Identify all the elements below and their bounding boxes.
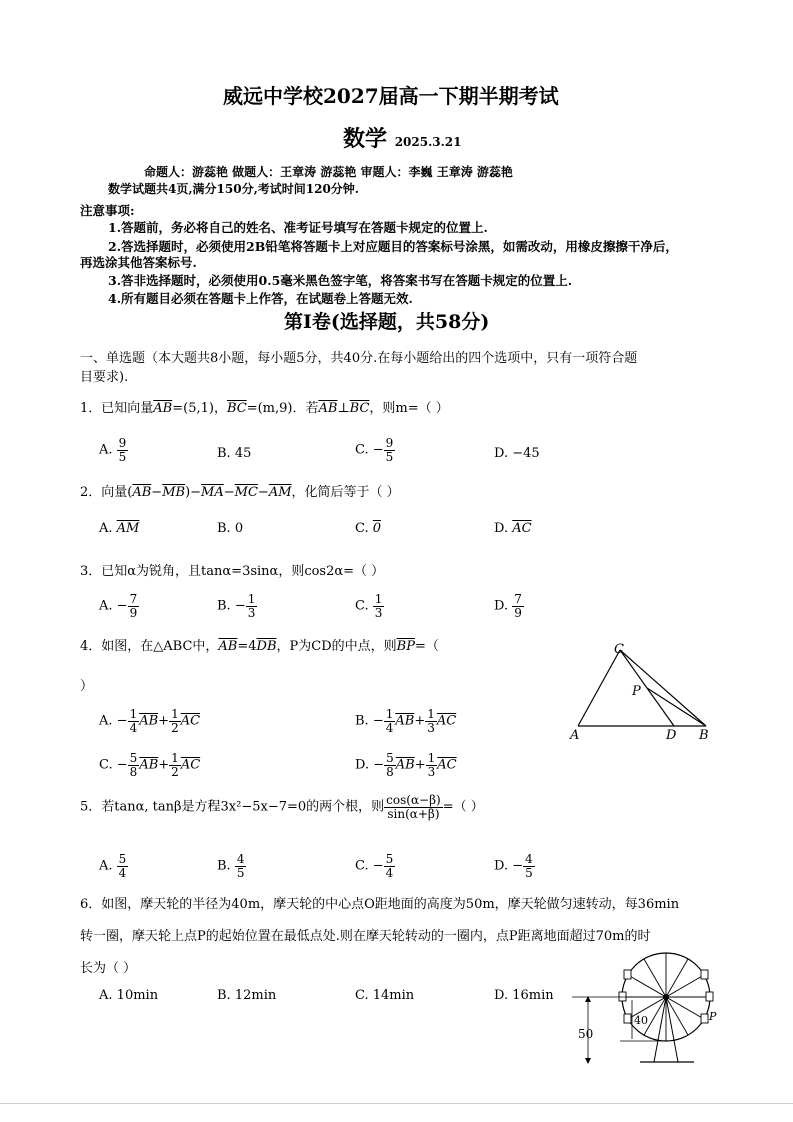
arrow-down-icon bbox=[585, 1058, 591, 1064]
q4-option-d: D. − $\frac{5}{8}$ $\overline{AB}+$ $\frac{1}{3}$ $\overline{AC}$ bbox=[355, 751, 457, 779]
exam-date: 2025.3.21 bbox=[394, 135, 462, 149]
q2-option-a: A. $\overline{AM}$ bbox=[99, 521, 140, 536]
point-p-label: P bbox=[709, 1010, 717, 1023]
q6-option-a: A. 10min bbox=[99, 988, 159, 1003]
question-6-stem: 6．如图，摩天轮的半径为40m，摩天轮的中心点O距地面的高度为50m，摩天轮做匀速转动，每36min bbox=[80, 897, 680, 912]
q1-option-d: D. −45 bbox=[494, 446, 540, 461]
question-3-stem: 3．已知α为锐角，且tanα=3sinα，则cos2α=（ ） bbox=[80, 564, 385, 579]
radius-label: 40 bbox=[634, 1014, 648, 1027]
ferris-wheel-figure bbox=[570, 950, 730, 1072]
question-1-stem: 1．已知向量$\overline{AB}=(5,1)$，$\overline{BC}=(m,9)$．若$\overline{AB}\perp\overline{BC}$，则m=（ ） bbox=[80, 401, 449, 416]
segment-pb bbox=[647, 688, 706, 726]
q1-option-c: C. − $\frac{9}{5}$ bbox=[355, 436, 394, 464]
subject-name: 数学 bbox=[343, 126, 388, 152]
section-title: 第Ⅰ卷(选择题，共58分) bbox=[284, 311, 490, 333]
label-b: B bbox=[699, 728, 709, 742]
q4-option-c: C. − $\frac{5}{8}$ $\overline{AB}+$ $\frac{1}{2}$ $\overline{AC}$ bbox=[99, 751, 201, 779]
q3-option-b: B. − $\frac{1}{3}$ bbox=[217, 592, 256, 620]
q6-option-c: C. 14min bbox=[355, 988, 415, 1003]
question-4-stem-cont: ） bbox=[80, 679, 94, 694]
notes-title: 注意事项: bbox=[80, 203, 135, 218]
note-item: 2.答选择题时，必须使用2B铅笔将答题卡上对应题目的答案标号涂黑，如需改动，用橡皮擦擦干净后， bbox=[108, 239, 678, 254]
q5-option-c: C. − $\frac{5}{4}$ bbox=[355, 852, 394, 880]
q1-option-a: A. $\frac{9}{5}$ bbox=[99, 436, 127, 464]
q3-option-c: C. $\frac{1}{3}$ bbox=[355, 592, 383, 620]
page-divider bbox=[0, 1103, 793, 1104]
height-label: 50 bbox=[578, 1027, 594, 1041]
label-a: A bbox=[570, 728, 580, 742]
triangle-figure bbox=[568, 640, 718, 742]
side-ac bbox=[578, 650, 620, 726]
note-item: 1.答题前，务必将自己的姓名、准考证号填写在答题卡规定的位置上. bbox=[108, 220, 488, 235]
q6-option-b: B. 12min bbox=[217, 988, 277, 1003]
part-instructions: 一、单选题（本大题共8小题，每小题5分，共40分.在每小题给出的四个选项中，只有一项符合题 bbox=[80, 351, 638, 366]
label-p: P bbox=[632, 684, 641, 699]
label-d: D bbox=[666, 728, 677, 742]
q3-option-a: A. − $\frac{7}{9}$ bbox=[99, 592, 138, 620]
note-item: 再选涂其他答案标号. bbox=[80, 255, 197, 270]
q4-option-b: B. − $\frac{1}{4}$ $\overline{AB}+$ $\frac{1}{3}$ $\overline{AC}$ bbox=[355, 707, 457, 735]
q1-option-b: B. 45 bbox=[217, 446, 252, 461]
part-instructions-cont: 目要求). bbox=[80, 370, 129, 385]
label-c: C bbox=[614, 642, 624, 657]
question-4-stem: 4．如图，在△ABC中，$\overline{AB}=4\overline{DB}$，P为CD的中点，则$\overline{BP}=$（ bbox=[80, 639, 439, 654]
note-item: 3.答非选择题时，必须使用0.5毫米黑色签字笔，将答案书写在答题卡规定的位置上. bbox=[108, 273, 573, 288]
question-2-stem: 2．向量$(\overline{AB}-\overline{MB})-\overline{MA}-\overline{MC}-\overline{AM}$，化简后等于（ ） bbox=[80, 485, 400, 500]
note-item: 4.所有题目必须在答题卡上作答，在试题卷上答题无效. bbox=[108, 291, 413, 306]
q2-option-c: C. 0 bbox=[355, 521, 382, 536]
q5-option-d: D. − $\frac{4}{5}$ bbox=[494, 852, 533, 880]
q3-option-d: D. $\frac{7}{9}$ bbox=[494, 592, 522, 620]
question-6-stem-cont2: 长为（ ） bbox=[80, 961, 137, 976]
q2-option-b: B. 0 bbox=[217, 521, 244, 536]
question-5-stem: 5．若tanα, tanβ是方程3x²−5x−7=0的两个根，则 $\frac{\cos(\alpha-\beta)}{\sin(\alpha+\beta)}$ =（ ） bbox=[80, 793, 484, 821]
question-6-stem-cont: 转一圈，摩天轮上点P的起始位置在最低点处.则在摩天轮转动的一圈内，点P距离地面超过70m的时 bbox=[80, 929, 651, 944]
q5-option-b: B. $\frac{4}{5}$ bbox=[217, 852, 245, 880]
q4-option-a: A. − $\frac{1}{4}$ $\overline{AB}+$ $\frac{1}{2}$ $\overline{AC}$ bbox=[99, 707, 201, 735]
page-title: 威远中学校2027届高一下期半期考试 bbox=[223, 84, 559, 108]
subject-title bbox=[343, 122, 462, 153]
q6-option-d: D. 16min bbox=[494, 988, 554, 1003]
exam-info: 数学试题共4页,满分150分,考试时间120分钟. bbox=[108, 182, 359, 196]
staff-line: 命题人：游蕊艳 做题人：王章涛 游蕊艳 审题人：李巍 王章涛 游蕊艳 bbox=[144, 165, 513, 179]
q2-option-d: D. $\overline{AC}$ bbox=[494, 521, 532, 536]
q5-option-a: A. $\frac{5}{4}$ bbox=[99, 852, 127, 880]
